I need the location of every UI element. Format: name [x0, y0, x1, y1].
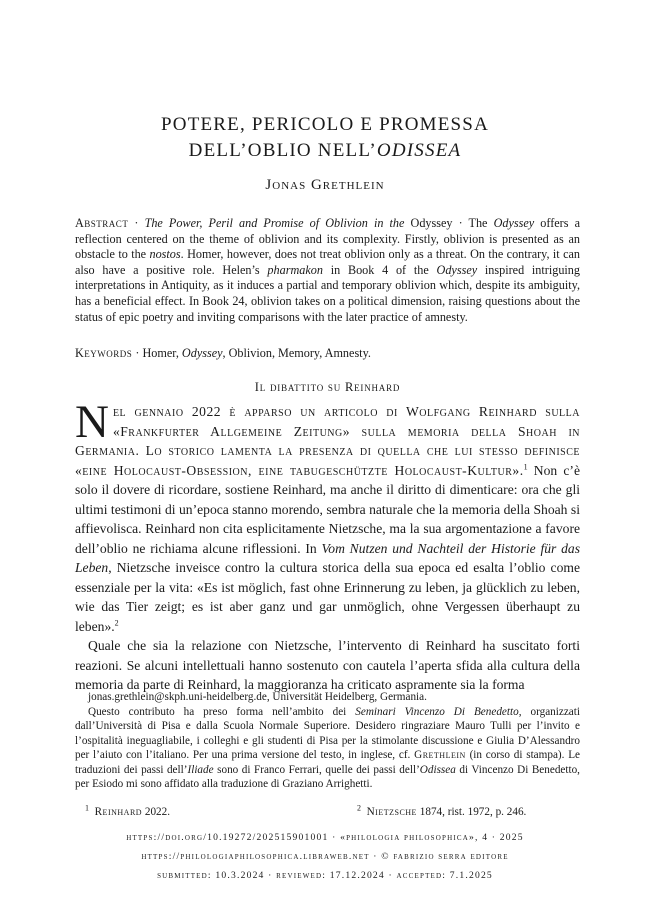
- footnotes: [75, 803, 580, 822]
- drop-cap: N: [75, 396, 109, 448]
- abstract-sep-2: · The: [452, 216, 494, 230]
- footer-doi[interactable]: https://doi.org/10.19272/202515901001 · «philologia philosophica», 4 · 2025: [126, 832, 524, 843]
- affiliation: [75, 690, 580, 705]
- title-line-1: POTERE, PERICOLO E PROMESSA: [161, 114, 489, 135]
- note-seminari: Seminari Vincenzo Di Benedetto: [355, 705, 519, 718]
- abstract-title-odyssey: Odyssey: [404, 216, 453, 230]
- section-heading: Il dibattito su Reinhard: [254, 380, 401, 394]
- note-text-2: , organizzati dall’Università di Pisa e dalla Scuola Normale Superiore. Desidero ringraziare Mauro Tulli per l’invito e l’ospitalità ineguagliabile, i colleghi e gli studenti di Pisa per la stimolante discussione e Giulia D’Alessandro per l’aiuto con l’italiano. Per una prima versione del testo, in inglese, cf.: [75, 705, 580, 761]
- abstract-text-2: . Homer, however, does not treat oblivion only as a threat. On the contrary, it can also have a positive role. Helen’s: [75, 247, 580, 277]
- footer-url[interactable]: https://philologiaphilosophica.libraweb.net · © fabrizio serra editore: [141, 851, 509, 862]
- keywords-text-1: · Homer,: [132, 346, 182, 360]
- article-title: [60, 112, 590, 164]
- keywords-odyssey: Odyssey: [181, 346, 223, 360]
- title-line-2-italic: ODISSEA: [376, 140, 462, 161]
- body-p1-start: el gennaio 2022 è apparso un articolo di Wolfgang Reinhard sulla «Frankfurter Allgemeine Zeitung» sulla memoria della Shoah in Germania. Lo storico lamenta la presenza di quella che lui stesso definisce «eine Holocaust-Obsession, eine tabugeschützte Holocaust-Kultur».: [75, 404, 580, 478]
- abstract: [75, 216, 580, 325]
- footnote-2-name: Nietzsche: [366, 806, 417, 818]
- footnote-2: [357, 803, 527, 818]
- abstract-label: Abstract: [75, 216, 129, 230]
- abstract-odyssey-2: Odyssey: [436, 262, 478, 277]
- abstract-text-4: inspired intriguing interpretations in Antiquity, as it induces a partial and temporary oblivion which, despite its ambiguity, has a beneficial effect. In Book 24, oblivion takes on a political dimension, raising questions about the status of epic poetry and inviting comparisons with the later practice of amnesty.: [75, 262, 580, 324]
- first-page-note: [75, 690, 580, 792]
- note-grethlein: Grethlein: [414, 749, 466, 761]
- note-text-4: sono di Franco Ferrari, quelle dei passi dell’: [213, 763, 420, 776]
- abstract-text-1: offers a reflection centered on the theme of oblivion and its complexity. Firstly, oblivion is presented as an obstacle to the: [75, 216, 580, 262]
- footer-dates: submitted: 10.3.2024 · reviewed: 17.12.2024 · accepted: 7.1.2025: [157, 870, 493, 881]
- keywords-label: Keywords: [75, 346, 133, 360]
- abstract-sep: ·: [128, 216, 145, 230]
- body-p1-end: , Nietzsche inveisce contro la cultura storica della sua epoca ed esalta l’oblio come essenziale per la vita: «Es ist möglich, fast ohne Erinnerung zu leben, ja glücklich zu leben, wie das Tier zeigt; es ist aber ganz und gar unmöglich, ohne Vergessen überhaupt zu leben».: [75, 560, 580, 634]
- affiliation-text: , Universität Heidelberg, Germania.: [266, 691, 427, 703]
- note-text-3: (in corso di stampa). Le traduzioni dei passi dell’: [75, 749, 580, 776]
- author-email[interactable]: jonas.grethlein@skph.uni-heidelberg.de: [88, 691, 267, 703]
- abstract-nostos: nostos: [149, 247, 181, 262]
- title-line-2-prefix: DELL’OBLIO NELL’: [188, 140, 377, 161]
- footnote-2-number: 2: [357, 803, 361, 813]
- abstract-odyssey: Odyssey: [493, 216, 535, 230]
- footnote-ref-1[interactable]: 1: [523, 461, 528, 471]
- abstract-pharmakon: pharmakon: [267, 262, 323, 277]
- footnote-1-name: Reinhard: [94, 806, 143, 818]
- keywords: [75, 346, 580, 362]
- body-p1-italic: Vom Nutzen und Nachteil der Historie für das Leben: [75, 540, 580, 575]
- footnote-1-rest: 2022.: [142, 806, 171, 818]
- keywords-text-2: , Oblivion, Memory, Amnesty.: [222, 346, 371, 360]
- title-line-2: [60, 138, 590, 164]
- footnote-ref-2[interactable]: 2: [114, 617, 119, 627]
- acknowledgement-note: [75, 705, 580, 792]
- note-iliade: Iliade: [187, 763, 214, 776]
- body-paragraph-2: Quale che sia la relazione con Nietzsche, l’intervento di Reinhard ha suscitato forti reazioni. Se alcuni intellettuali hanno sostenuto con cautela l’aperta sfida alla cultura della memoria da parte di Reinhard, la maggioranza ha criticato aspramente sia la forma: [75, 638, 580, 692]
- footnote-1-number: 1: [85, 803, 89, 813]
- note-text-1: Questo contributo ha preso forma nell’ambito dei: [88, 705, 356, 718]
- body-paragraph-1: [75, 396, 580, 636]
- footnote-1: [85, 803, 171, 818]
- body-text: [75, 396, 580, 695]
- abstract-title: The Power, Peril and Promise of Oblivion in the: [144, 216, 405, 230]
- note-odissea: Odissea: [419, 763, 456, 776]
- author-name: Jonas Grethlein: [265, 177, 385, 193]
- body-p1-middle: Non c’è solo il dovere di ricordare, sostiene Reinhard, ma anche il diritto di dimenticare: ora che gli ultimi testimoni di un’epoca stanno morendo, sembra naturale che la memoria della Shoah si affievolisca. Reinhard non cita esplicitamente Nietzsche, ma la sua argomentazione a favore dell’oblio ne richiama alcune riflessioni. In: [75, 462, 580, 556]
- note-text-5: di Vincenzo Di Benedetto, per Esiodo mi sono affidato alla traduzione di Graziano Arrighetti.: [75, 763, 580, 790]
- footnote-2-rest: 1874, rist. 1972, p. 246.: [416, 806, 527, 818]
- abstract-text-3: in Book 4 of the: [322, 262, 437, 277]
